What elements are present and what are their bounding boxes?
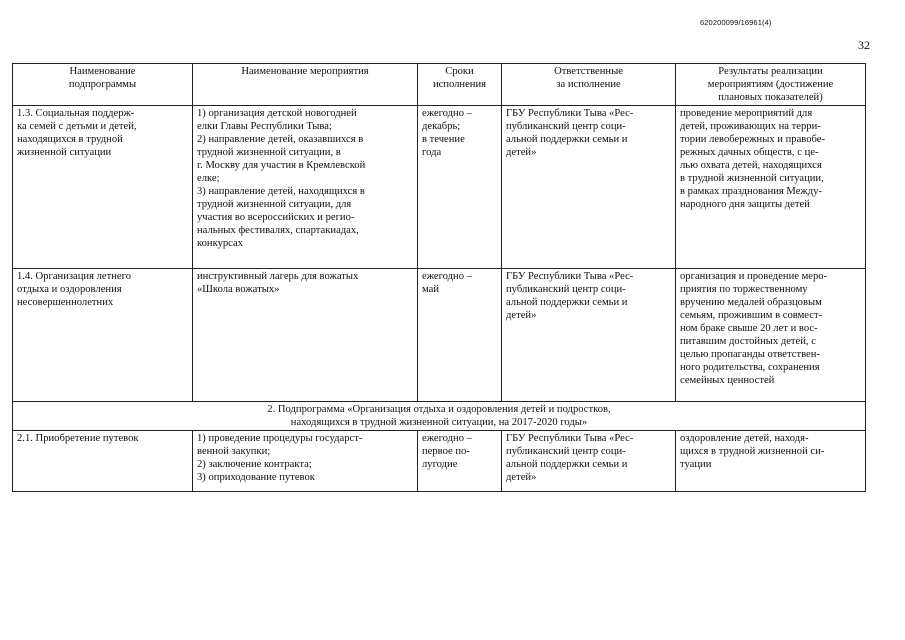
cell-responsible: ГБУ Республики Тыва «Рес- публиканский центр соци- альной поддержки семьи и детей»	[502, 431, 676, 492]
column-header-terms: Сроки исполнения	[418, 64, 502, 106]
table-header-row	[13, 64, 866, 106]
document-registration-code: 620200099/16961(4)	[700, 18, 772, 27]
cell-activity: инструктивный лагерь для вожатых «Школа вожатых»	[193, 269, 418, 402]
section-title-row	[13, 402, 866, 431]
cell-terms: ежегодно – май	[418, 269, 502, 402]
column-header-subprogram: Наименование подпрограммы	[13, 64, 193, 106]
table-row	[13, 431, 866, 492]
column-header-responsible: Ответственные за исполнение	[502, 64, 676, 106]
cell-terms: ежегодно – декабрь; в течение года	[418, 106, 502, 269]
cell-results: организация и проведение меро- приятия по торжественному вручению медалей образцовым семьям, прожившим в совмест- ном браке свыше 20 лет и вос- питавшим достойных детей, с целью пропаганды ответствен- ного родительства, сохранения семейных ценностей	[676, 269, 866, 402]
cell-terms: ежегодно – первое по- лугодие	[418, 431, 502, 492]
table-row	[13, 269, 866, 402]
cell-subprogram: 1.3. Социальная поддерж- ка семей с детьми и детей, находящихся в трудной жизненной ситуации	[13, 106, 193, 269]
column-header-activity: Наименование мероприятия	[193, 64, 418, 106]
section-title: 2. Подпрограмма «Организация отдыха и оздоровления детей и подростков, находящихся в трудной жизненной ситуации, на 2017-2020 годы»	[13, 402, 866, 431]
cell-results: проведение мероприятий для детей, проживающих на терри- тории левобережных и правобе- режных дачных обществ, с це- лью охвата детей, находящихся в трудной жизненной ситуации, в рамках празднования Между- народного дня защиты детей	[676, 106, 866, 269]
cell-results: оздоровление детей, находя- щихся в трудной жизненной си- туации	[676, 431, 866, 492]
cell-subprogram: 1.4. Организация летнего отдыха и оздоровления несовершеннолетних	[13, 269, 193, 402]
cell-activity: 1) организация детской новогодней елки Главы Республики Тыва; 2) направление детей, оказавшихся в трудной жизненной ситуации, в г. Москву для участия в Кремлевской елке; 3) направление детей, находящихся в трудной жизненной ситуации, для участия во всероссийских и регио- нальных фестивалях, спартакиадах, конкурсах	[193, 106, 418, 269]
cell-subprogram: 2.1. Приобретение путевок	[13, 431, 193, 492]
cell-responsible: ГБУ Республики Тыва «Рес- публиканский центр соци- альной поддержки семьи и детей»	[502, 269, 676, 402]
cell-responsible: ГБУ Республики Тыва «Рес- публиканский центр соци- альной поддержки семьи и детей»	[502, 106, 676, 269]
page-number: 32	[858, 38, 870, 52]
cell-activity: 1) проведение процедуры государст- венной закупки; 2) заключение контракта; 3) оприходование путевок	[193, 431, 418, 492]
subprogram-activities-table	[12, 63, 866, 492]
table-row	[13, 106, 866, 269]
column-header-results: Результаты реализации мероприятиям (достижение плановых показателей)	[676, 64, 866, 106]
